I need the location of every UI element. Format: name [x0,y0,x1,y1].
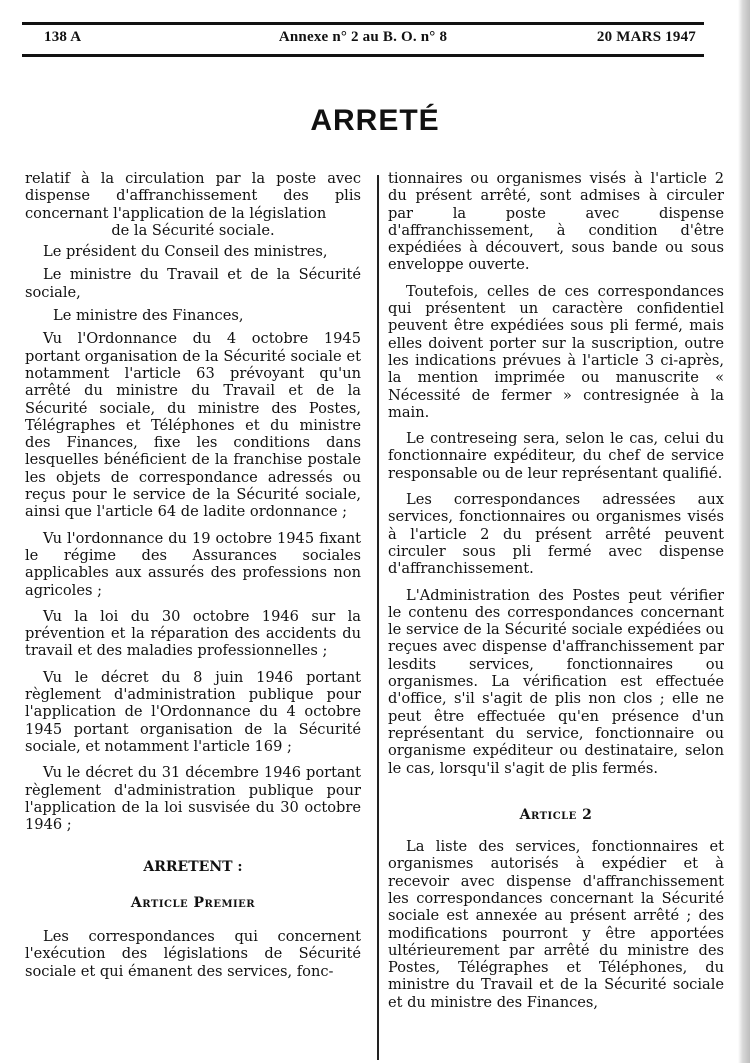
article-1-heading: Article Premier [130,894,256,911]
publication-date: 20 MARS 1947 [596,29,696,45]
article-2-heading: Article 2 [519,806,593,823]
publication-reference: Annexe n° 2 au B. O. n° 8 [278,29,448,45]
decree-subtitle [25,170,361,239]
signatory: Le ministre du Travail et de la Sécurité sociale, [25,266,361,301]
signatory: Le ministre des Finances, [53,307,244,325]
header-rule-top [22,22,704,25]
right-column [388,170,724,1020]
document-title: ARRETÉ [310,104,440,137]
signatory: Le président du Conseil des ministres, [43,243,328,261]
article-2-paragraph: La liste des services, fonctionnaires et organismes autorisés à expédier et à recevoir avec dispense d'affranchissement les correspondances concernant la Sécurité sociale est annexée au présent arrêté ; des modifications pourront y être apportées ultérieurement par arrêté du ministre des Postes, Télégraphes et Téléphones, du ministre du Travail et de la Sécurité sociale et du ministre des Finances, [388,838,724,1011]
decree-heading: ARRETENT : [143,859,243,876]
consideration: Vu l'ordonnance du 19 octobre 1945 fixant le régime des Assurances sociales applicables aux assurés des professions non agricoles ; [25,529,361,599]
article-1-paragraph: Les correspondances adressées aux services, fonctionnaires ou organismes visés à l'article 2 du présent arrêté peuvent circuler sous pli fermé avec dispense d'affranchissement. [388,491,724,578]
subtitle-last-line: de la Sécurité sociale. [111,221,275,239]
page-header [22,16,704,56]
article-1-paragraph: Les correspondances qui concernent l'exécution des législations de Sécurité sociale et qui émanent des services, fonc- [25,927,361,980]
article-1-paragraph: Le contreseing sera, selon le cas, celui du fonctionnaire expéditeur, du chef de service responsable ou de leur représentant qualifié. [388,430,724,482]
page-edge-shadow [738,0,750,1063]
header-rule-bottom [22,54,704,57]
consideration: Vu l'Ordonnance du 4 octobre 1945 portant organisation de la Sécurité sociale et notamment l'article 63 prévoyant qu'un arrêté du ministre du Travail et de la Sécurité sociale, du ministre des Postes, Télégraphes et Téléphones et du ministre des Finances, fixe les conditions dans lesquelles bénéficient de la franchise postale les objets de correspondance adressés ou reçus pour le service de la Sécurité sociale, ainsi que l'article 64 de ladite ordonnance ; [25,330,361,521]
subtitle-main: relatif à la circulation par la poste avec dispense d'affranchissement des plis concernant l'application de la législation [25,170,361,222]
article-1-paragraph: Toutefois, celles de ces correspondances qui présentent un caractère confidentiel peuvent être expédiées sous pli fermé, mais elles doivent porter sur la suscription, outre les indications prévues à l'article 3 ci-après, la mention imprimée ou manuscrite « Nécessité de fermer » contresignée à la main. [388,282,724,421]
article-1-paragraph: tionnaires ou organismes visés à l'article 2 du présent arrêté, sont admises à circuler par la poste avec dispense d'affranchissement, à condition d'être expédiées à découvert, sous bande ou sous enveloppe ouverte. [388,170,724,274]
left-column [25,170,361,989]
consideration: Vu la loi du 30 octobre 1946 sur la prévention et la réparation des accidents du travail et des maladies professionnelles ; [25,607,361,660]
consideration: Vu le décret du 8 juin 1946 portant règlement d'administration publique pour l'application de l'Ordonnance du 4 octobre 1945 portant organisation de la Sécurité sociale, et notamment l'article 169 ; [25,668,361,755]
consideration: Vu le décret du 31 décembre 1946 portant règlement d'administration publique pour l'application de la loi susvisée du 30 octobre 1946 ; [25,764,361,834]
column-divider [377,175,379,1060]
article-1-paragraph: L'Administration des Postes peut vérifier le contenu des correspondances concernant le service de la Sécurité sociale expédiées ou reçues avec dispense d'affranchissement par lesdits services, fonctionnaires ou organismes. La vérification est effectuée d'office, s'il s'agit de plis non clos ; elle ne peut être effectuée qu'en présence d'un représentant du service, fonctionnaire ou organisme expéditeur ou destinataire, selon le cas, lorsqu'il s'agit de plis fermés. [388,586,724,777]
page-number: 138 A [44,29,82,45]
